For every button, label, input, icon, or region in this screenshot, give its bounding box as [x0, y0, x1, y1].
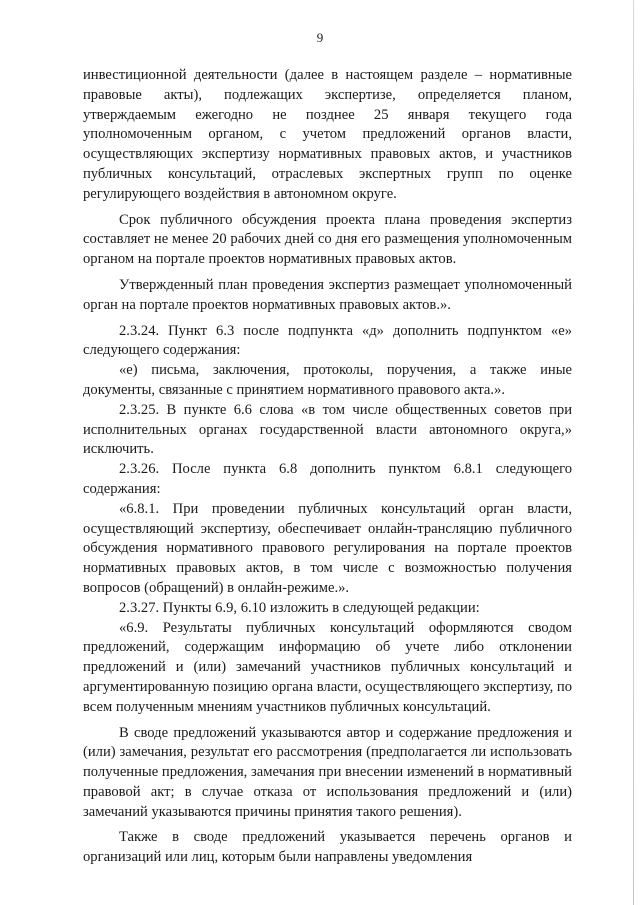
paragraph-discussion-period: Срок публичного обсуждения проекта плана проведения экспертиз составляет не менее 20 рабочих дней со дня его размещения уполномоченным органом на портале проектов нормативных правовых актов.	[83, 211, 572, 268]
paragraph-plan-publication: Утвержденный план проведения экспертиз размещает уполномоченный орган на портале проектов нормативных правовых актов.».	[83, 276, 572, 313]
paragraph-continuation: инвестиционной деятельности (далее в настоящем разделе – нормативные правовые акты), подлежащих экспертизе, определяется планом, утверждаемым ежегодно не позднее 25 января текущего года уполномоченным органом, с учетом предложений органов власти, осуществляющих экспертизу нормативных правовых актов, и участников публичных консультаций, отраслевых экспертных групп по оценке регулирующего воздействия в автономном округе.	[83, 67, 572, 202]
document-body	[83, 66, 572, 868]
paragraph-2-3-26: 2.3.26. После пункта 6.8 дополнить пунктом 6.8.1 следующего содержания:	[83, 461, 572, 497]
paragraph-summary-contents: В своде предложений указываются автор и содержание предложения и (или) замечания, результат его рассмотрения (предполагается ли использовать полученные предложения, замечания при внесении изменений в нормативный правовой акт; в случае отказа от использования предложений и (или) замечаний указываются причины принятия такого решения).	[83, 724, 572, 820]
page-edge-shadow	[633, 0, 634, 905]
paragraph-subpoint-e: «е) письма, заключения, протоколы, поручения, а также иные документы, связанные с принятием нормативного правового акта.».	[83, 362, 572, 398]
paragraph-6-8-1: «6.8.1. При проведении публичных консультаций орган власти, осуществляющий экспертизу, обеспечивает онлайн-трансляцию публичного обсуждения нормативного правового регулирования на портале проектов нормативных правовых актов, в том числе с возможностью получения вопросов (обращений) в онлайн-режиме.».	[83, 500, 572, 596]
page-number: 9	[316, 30, 324, 45]
paragraph-summary-recipients: Также в своде предложений указывается перечень органов и организаций или лиц, которым были направлены уведомления	[83, 829, 572, 866]
paragraph-6-9: «6.9. Результаты публичных консультаций оформляются сводом предложений, содержащим информацию об учете либо отклонении предложений и (или) замечаний участников публичных консультаций и аргументированную позицию органа власти, осуществляющего экспертизу, по всем полученным мнениям участников публичных консультаций.	[83, 619, 572, 715]
paragraph-2-3-25: 2.3.25. В пункте 6.6 слова «в том числе общественных советов при исполнительных органах государственной власти автономного округа,» исключить.	[83, 401, 572, 458]
paragraph-2-3-24: 2.3.24. Пункт 6.3 после подпункта «д» дополнить подпунктом «е» следующего содержания:	[83, 322, 572, 359]
paragraph-2-3-27: 2.3.27. Пункты 6.9, 6.10 изложить в следующей редакции:	[119, 599, 480, 616]
